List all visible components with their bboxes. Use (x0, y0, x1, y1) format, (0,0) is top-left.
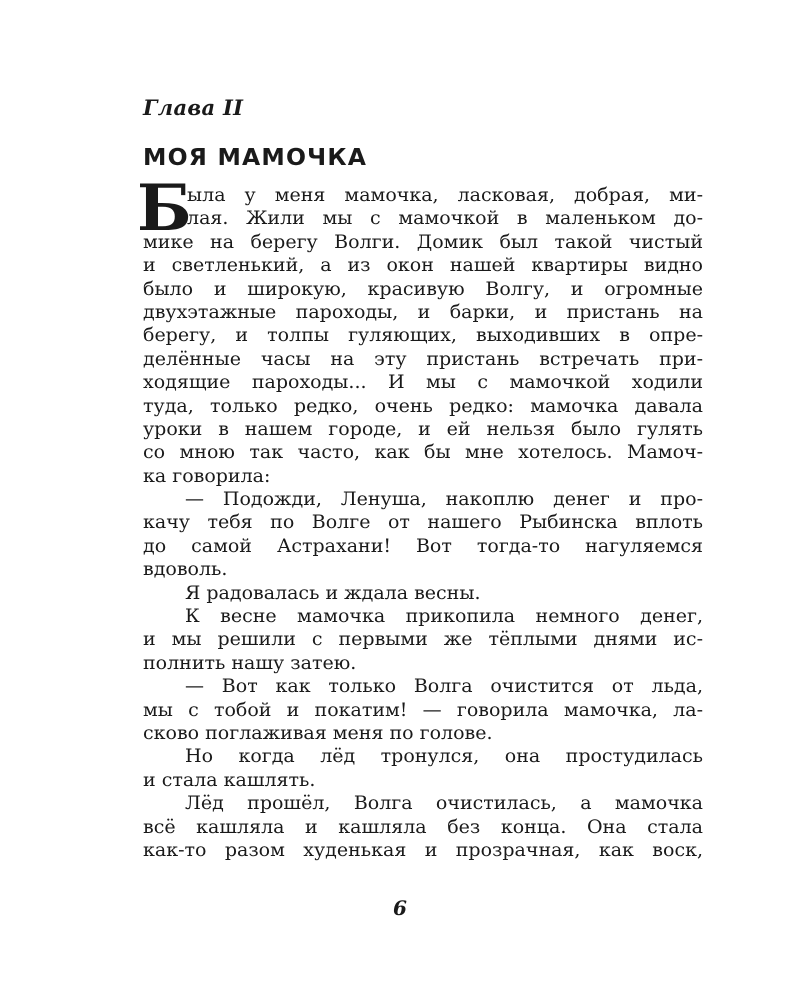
text-line: всё кашляла и кашляла без конца. Она стала (143, 815, 703, 838)
text-line: полнить нашу затею. (143, 651, 357, 674)
text-line: лая. Жили мы с мамочкой в маленьком до- (187, 207, 703, 230)
text-line: — Вот как только Волга очистится от льда, (185, 675, 703, 698)
page-number: 6 (393, 896, 407, 920)
chapter-title: МОЯ МАМОЧКА (143, 143, 368, 171)
text-line: — Подожди, Ленуша, накоплю денег и про- (185, 488, 703, 511)
text-line: туда, только редко, очень редко: мамочка давала (143, 394, 703, 417)
text-line: как-то разом худенькая и прозрачная, как воск, (143, 838, 703, 861)
text-line: К весне мамочка прикопила немного денег, (185, 605, 703, 628)
chapter-text (137, 171, 703, 862)
text-line: со мною так часто, как бы мне хотелось. Мамоч- (143, 441, 703, 464)
text-line: Я радовалась и ждала весны. (185, 581, 481, 604)
text-line: до самой Астрахани! Вот тогда-то нагуляемся (143, 534, 703, 557)
text-line: и стала кашлять. (143, 768, 316, 791)
text-line: Лёд прошёл, Волга очистилась, а мамочка (185, 792, 703, 815)
text-line: мы с тобой и покатим! — говорила мамочка, ла- (143, 698, 703, 721)
text-line: ыла у меня мамочка, ласковая, добрая, ми- (187, 184, 703, 206)
text-line: уроки в нашем городе, и ей нельзя было гулять (143, 417, 703, 440)
text-line: берегу, и толпы гуляющих, выходивших в опре- (143, 324, 703, 347)
text-line: ходящие пароходы... И мы с мамочкой ходили (143, 371, 703, 394)
text-line: и мы решили с первыми же тёплыми днями ис- (143, 628, 703, 651)
text-line: Но когда лёд тронулся, она простудилась (185, 745, 703, 768)
text-line: делённые часы на эту пристань встречать при- (143, 347, 703, 370)
text-line: вдоволь. (143, 558, 228, 581)
drop-cap: Б (137, 171, 192, 246)
chapter-label: Глава II (143, 95, 244, 120)
text-line: двухэтажные пароходы, и барки, и пристань на (143, 300, 703, 323)
text-line: сково поглаживая меня по голове. (143, 721, 493, 744)
text-line: было и широкую, красивую Волгу, и огромные (143, 277, 703, 300)
text-line: мике на берегу Волги. Домик был такой чистый (143, 230, 703, 253)
text-line: и светленький, а из окон нашей квартиры видно (143, 254, 703, 277)
text-line: качу тебя по Волге от нашего Рыбинска вплоть (143, 511, 703, 534)
text-line: ка говорила: (143, 464, 271, 487)
